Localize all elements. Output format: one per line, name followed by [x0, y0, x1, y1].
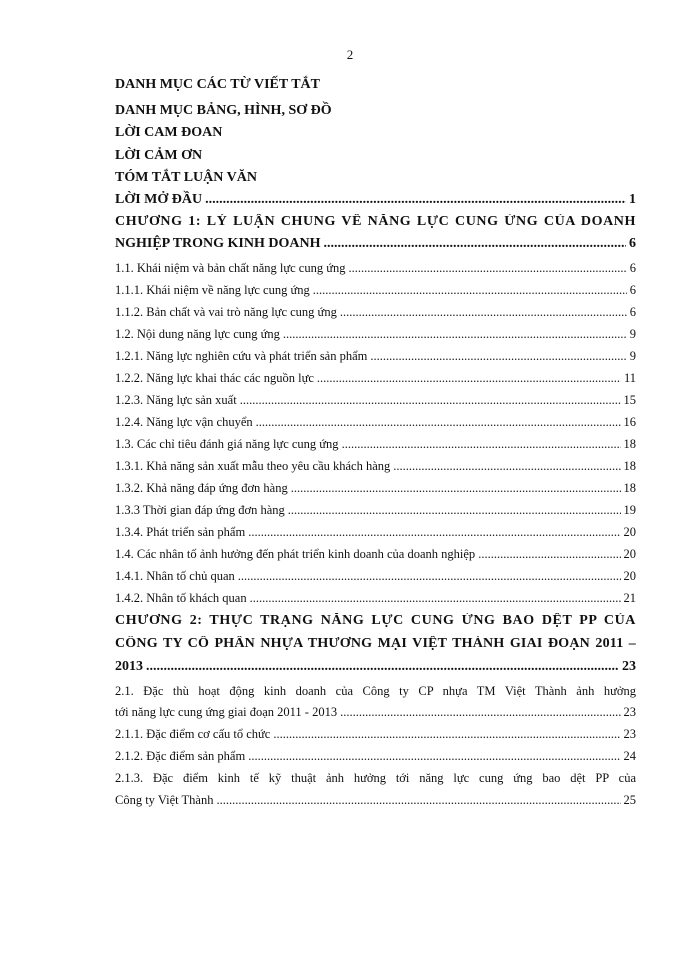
- toc-entry[interactable]: [115, 481, 636, 496]
- dot-leader: [248, 749, 620, 764]
- toc-entry-label: 1.1.2. Bản chất và vai trò năng lực cung ứng: [115, 305, 337, 319]
- toc-entry-page: 15: [623, 393, 636, 407]
- dot-leader: [340, 305, 627, 320]
- dot-leader: [240, 393, 621, 408]
- dot-leader: [288, 503, 621, 518]
- toc-entry-label: 1.3.1. Khả năng sản xuất mẫu theo yêu cầu khách hàng: [115, 459, 391, 473]
- toc-chapter2-line3[interactable]: [115, 659, 636, 675]
- toc-entry[interactable]: [115, 327, 636, 342]
- heading-abbreviations: DANH MỤC CÁC TỪ VIẾT TẮT: [115, 77, 320, 92]
- dot-leader: [250, 591, 621, 606]
- toc-entry-page: 23: [623, 727, 636, 741]
- toc-entry-label: 1.1. Khái niệm và bản chất năng lực cung ứng: [115, 261, 346, 275]
- heading-tables-figures: DANH MỤC BẢNG, HÌNH, SƠ ĐỒ: [115, 103, 332, 118]
- toc-entry-page: 19: [623, 503, 636, 517]
- toc-entry-label: 1.4.2. Nhân tố khách quan: [115, 591, 247, 605]
- toc-entry[interactable]: [115, 305, 636, 320]
- toc-chapter2-line1[interactable]: CHƯƠNG 2: THỰC TRẠNG NĂNG LỰC CUNG ỨNG BAO DỆT PP CỦA: [115, 613, 636, 628]
- toc-entry[interactable]: [115, 591, 636, 606]
- dot-leader: [216, 793, 620, 808]
- dot-leader: [393, 459, 620, 474]
- toc-entry-label: 1.3.4. Phát triển sản phẩm: [115, 525, 246, 539]
- toc-entry-intro[interactable]: [115, 192, 636, 208]
- toc-entry-page: 20: [623, 569, 636, 583]
- toc-entry-label: LỜI MỞ ĐẦU: [115, 192, 203, 207]
- toc-entry-label: Công ty Việt Thành: [115, 793, 214, 807]
- dot-leader: [146, 659, 619, 675]
- dot-leader: [273, 727, 620, 742]
- toc-entry[interactable]: [115, 547, 636, 562]
- toc-chapter1-line1[interactable]: CHƯƠNG 1: LÝ LUẬN CHUNG VỀ NĂNG LỰC CUNG ỨNG CỦA DOANH: [115, 214, 636, 229]
- toc-entry-page: 6: [629, 283, 636, 297]
- toc-entry[interactable]: [115, 749, 636, 764]
- dot-leader: [256, 415, 621, 430]
- toc-entry-label: 2.1.1. Đặc điểm cơ cấu tổ chức: [115, 727, 271, 741]
- toc-entry-page: 25: [623, 793, 636, 807]
- toc-entry-label: 1.2.4. Năng lực vận chuyển: [115, 415, 253, 429]
- dot-leader: [248, 525, 620, 540]
- heading-thesis-summary: TÓM TẮT LUẬN VĂN: [115, 170, 257, 185]
- dot-leader: [317, 371, 621, 386]
- toc-entry-label: 1.1.1. Khái niệm về năng lực cung ứng: [115, 283, 310, 297]
- toc-entry[interactable]: [115, 393, 636, 408]
- toc-entry[interactable]: [115, 569, 636, 584]
- toc-entry-page: 20: [623, 547, 636, 561]
- toc-entry-page: 9: [629, 349, 636, 363]
- dot-leader: [283, 327, 627, 342]
- toc-entry[interactable]: [115, 437, 636, 452]
- toc-entry-page: 20: [623, 525, 636, 539]
- toc-entry-label: 1.2.2. Năng lực khai thác các nguồn lực: [115, 371, 314, 385]
- toc-chapter2-line2[interactable]: CÔNG TY CỔ PHẦN NHỰA THƯƠNG MẠI VIỆT THÀNH GIAI ĐOẠN 2011 –: [115, 636, 636, 651]
- toc-entry-page: 6: [629, 236, 636, 251]
- toc-entry-label: 1.4. Các nhân tố ảnh hưởng đến phát triển kinh doanh của doanh nghiệp: [115, 547, 476, 561]
- dot-leader: [340, 705, 620, 720]
- toc-entry-page: 18: [623, 459, 636, 473]
- toc-entry[interactable]: [115, 459, 636, 474]
- toc-entry-page: 6: [629, 305, 636, 319]
- toc-entry-page: 11: [623, 371, 636, 385]
- toc-entry-page: 1: [629, 192, 636, 207]
- toc-chapter1-line2[interactable]: [115, 236, 636, 252]
- toc-entry[interactable]: [115, 349, 636, 364]
- toc-entry[interactable]: [115, 261, 636, 276]
- toc-entry-2-1-line1[interactable]: 2.1. Đặc thù hoạt động kinh doanh của Công ty CP nhựa TM Việt Thành ảnh hưởng: [115, 684, 636, 698]
- toc-entry-label: 2.1.2. Đặc điểm sản phẩm: [115, 749, 246, 763]
- toc-entry[interactable]: [115, 503, 636, 518]
- dot-leader: [324, 236, 627, 252]
- toc-entry[interactable]: [115, 727, 636, 742]
- toc-entry-2-1-line2[interactable]: [115, 705, 636, 720]
- toc-entry-label: 1.3. Các chỉ tiêu đánh giá năng lực cung ứng: [115, 437, 339, 451]
- dot-leader: [291, 481, 621, 496]
- toc-entry-label: 2013: [115, 659, 143, 674]
- toc-entry[interactable]: [115, 415, 636, 430]
- toc-entry-label: 1.3.3 Thời gian đáp ứng đơn hàng: [115, 503, 285, 517]
- dot-leader: [478, 547, 620, 562]
- dot-leader: [313, 283, 627, 298]
- toc-entry-page: 21: [623, 591, 636, 605]
- toc-entry-page: 23: [623, 705, 636, 719]
- dot-leader: [370, 349, 626, 364]
- toc-entry-page: 18: [623, 481, 636, 495]
- toc-entry-page: 24: [623, 749, 636, 763]
- toc-entry[interactable]: [115, 371, 636, 386]
- dot-leader: [342, 437, 621, 452]
- toc-entry-label: tới năng lực cung ứng giai đoạn 2011 - 2013: [115, 705, 338, 719]
- dot-leader: [205, 192, 626, 208]
- toc-entry-label: 1.2.1. Năng lực nghiên cứu và phát triển sản phẩm: [115, 349, 368, 363]
- toc-entry-label: 1.2. Nội dung năng lực cung ứng: [115, 327, 280, 341]
- dot-leader: [238, 569, 621, 584]
- toc-entry-label: 1.4.1. Nhân tố chủ quan: [115, 569, 235, 583]
- toc-entry-label: NGHIỆP TRONG KINH DOANH: [115, 236, 321, 251]
- dot-leader: [349, 261, 627, 276]
- page-number: 2: [346, 47, 354, 62]
- toc-entry-page: 6: [629, 261, 636, 275]
- toc-entry-page: 16: [623, 415, 636, 429]
- toc-entry-2-1-3-line2[interactable]: [115, 793, 636, 808]
- toc-entry-page: 23: [622, 659, 636, 674]
- toc-entry-2-1-3-line1[interactable]: 2.1.3. Đặc điểm kinh tế kỹ thuật ảnh hưởng tới năng lực cung ứng bao dệt PP của: [115, 771, 636, 785]
- toc-entry[interactable]: [115, 525, 636, 540]
- heading-acknowledgements: LỜI CẢM ƠN: [115, 148, 203, 163]
- toc-entry[interactable]: [115, 283, 636, 298]
- toc-entry-page: 18: [623, 437, 636, 451]
- toc-entry-label: 1.2.3. Năng lực sản xuất: [115, 393, 237, 407]
- toc-entry-label: 1.3.2. Khả năng đáp ứng đơn hàng: [115, 481, 288, 495]
- heading-declaration: LỜI CAM ĐOAN: [115, 125, 223, 140]
- toc-entry-page: 9: [629, 327, 636, 341]
